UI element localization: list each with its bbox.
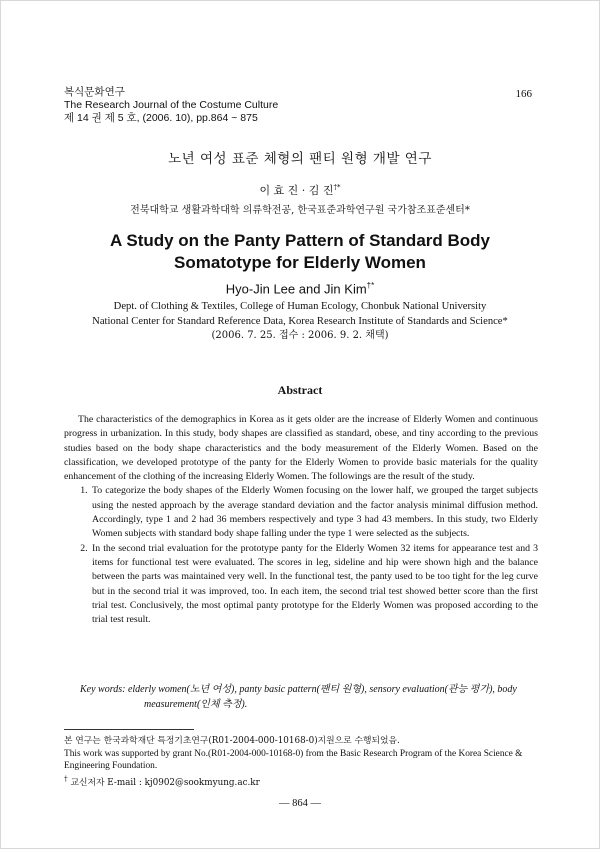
korean-author-mark: †* xyxy=(333,183,341,192)
affiliation-1: Dept. of Clothing & Textiles, College of Human Ecology, Chonbuk National University xyxy=(113,301,487,312)
journal-header xyxy=(64,86,278,125)
english-author-mark: †* xyxy=(366,281,375,290)
abstract-intro: The characteristics of the demographics in Korea as it gets older are the increase of Elderly Women and continuous progress in urbanization. In this study, body shapes are classified as standard, obese, and tiny according to the previous studies based on the body shape characteristics and the body measurement of the Elderly Women. Based on the classification, we developed prototype of the panty for the Elderly Women to provide basic materials for the quality enhancement of the clothing of the increasing Elderly Women. The followings are the result of the study. xyxy=(64,414,538,483)
english-affiliations xyxy=(0,300,600,344)
english-authors xyxy=(0,281,600,296)
journal-volume: 제 14 권 제 5 호, (2006. 10), pp.864 ~ 875 xyxy=(64,112,258,124)
journal-korean-name: 복식문화연구 xyxy=(64,86,125,98)
footnote-divider xyxy=(64,729,194,730)
korean-author-names: 이 효 진 · 김 진 xyxy=(259,184,334,197)
footnote-korean-support: 본 연구는 한국과학재단 특정기초연구(R01-2004-000-10168-0)지원으로 수행되었음. xyxy=(64,736,400,746)
english-author-names: Hyo-Jin Lee and Jin Kim xyxy=(225,281,367,297)
footnote-corresponding-text: 교신저자 E-mail : kj0902@sookmyung.ac.kr xyxy=(67,777,260,788)
received-accepted-dates: (2006. 7. 25. 접수 : 2006. 9. 2. 채택) xyxy=(211,330,389,341)
english-title xyxy=(0,230,600,274)
korean-authors xyxy=(0,182,600,198)
page-number-top: 166 xyxy=(515,88,532,100)
korean-affiliation: 전북대학교 생활과학대학 의류학전공, 한국표준과학연구원 국가참조표준센터* xyxy=(130,205,470,216)
footnote-corresponding-mark: † xyxy=(64,773,68,783)
footnote-english-support: This work was supported by grant No.(R01-2004-000-10168-0) from the Basic Research Program of the Korea Science & Engineering Foundation. xyxy=(64,748,523,771)
english-title-text: A Study on the Panty Pattern of Standard Body Somatotype for Elderly Women xyxy=(109,231,490,272)
journal-english-name: The Research Journal of the Costume Culture xyxy=(64,99,279,111)
page-number-bottom: — 864 — xyxy=(279,798,321,809)
affiliation-2: National Center for Standard Reference Data, Korea Research Institute of Standards and Science* xyxy=(92,315,508,327)
abstract-result-item-2: 2. In the second trial evaluation for the prototype panty for the Elderly Women 32 items for appearance test and 3 items for functional test were evaluated. The scores in leg, sideline and hip were shown high and the balance between the parts was maintained very well. In the functional test, the panty used to be too tight for the leg curve but in the second trial it was improved, too. In each item, the second trial test showed better score than the first trial test. Conclusively, the most optimal panty prototype for the Elderly Women was proposed according to the trial test result. xyxy=(90,542,538,628)
keywords-line-2: measurement(인체 측정). xyxy=(144,699,248,710)
abstract-heading: Abstract xyxy=(277,383,323,397)
keywords xyxy=(80,682,538,712)
abstract-body xyxy=(64,413,538,627)
footnote-corresponding-author xyxy=(64,773,538,789)
abstract-result-item-1: 1. To categorize the body shapes of the Elderly Women focusing on the lower half, we grouped the target subjects using the nested approach by the average standard deviation and the factor analysis minimal diffusion method. Accordingly, type 1 and 2 had 36 members respectively and type 3 had 43 members. In this study, two Elderly Women subjects with standard body shape falling under the type 1 were selected as the subjects. xyxy=(90,484,538,541)
korean-title: 노년 여성 표준 체형의 팬티 원형 개발 연구 xyxy=(168,151,432,167)
abstract-result-list xyxy=(64,484,538,627)
keywords-line-1: Key words: elderly women(노년 여성), panty basic pattern(팬티 원형), sensory evaluation(관능 평가), body xyxy=(80,684,517,695)
footnotes xyxy=(64,735,538,789)
